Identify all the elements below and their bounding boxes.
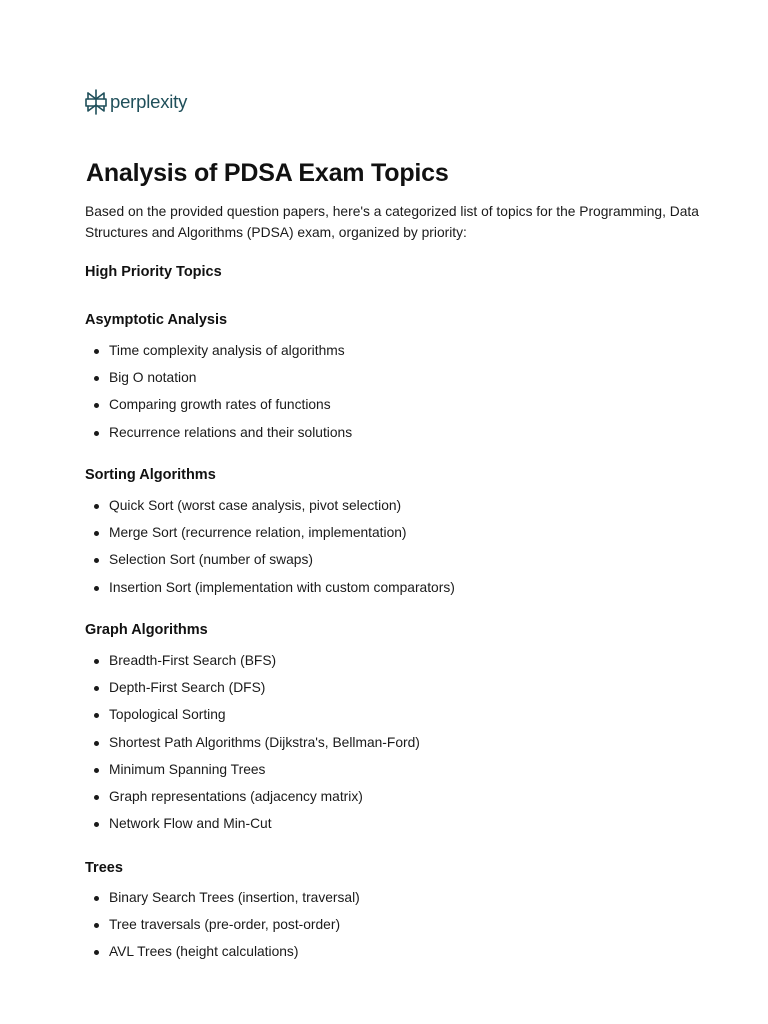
section-heading: Asymptotic Analysis <box>85 312 228 328</box>
list-item <box>85 787 420 814</box>
list-item <box>85 578 455 605</box>
list-item-text: Binary Search Trees (insertion, traversal) <box>109 890 360 905</box>
list-item-text: Quick Sort (worst case analysis, pivot selection) <box>109 498 402 513</box>
list-item <box>85 814 420 841</box>
list-item-text: AVL Trees (height calculations) <box>109 944 299 960</box>
page-title: Analysis of PDSA Exam Topics <box>86 159 449 187</box>
list-item-text: Insertion Sort (implementation with custom comparators) <box>109 579 455 595</box>
bullet-icon <box>94 586 99 591</box>
list-item <box>85 368 352 395</box>
bullet-icon <box>94 376 99 381</box>
perplexity-logo-icon <box>85 89 107 115</box>
list-item <box>85 523 455 550</box>
bullet-icon <box>94 768 99 773</box>
bullet-icon <box>94 659 99 664</box>
list-item-text: Shortest Path Algorithms (Dijkstra's, Bellman-Ford) <box>109 734 420 750</box>
list-item <box>85 888 360 915</box>
list-item-text: Topological Sorting <box>109 707 226 723</box>
list-item-text: Selection Sort (number of swaps) <box>109 552 313 568</box>
list-item-text: Network Flow and Min-Cut <box>109 816 272 832</box>
perplexity-logo <box>85 89 187 115</box>
bullet-icon <box>94 713 99 718</box>
list-item <box>85 942 360 969</box>
bullet-icon <box>94 923 99 928</box>
list-item-text: Big O notation <box>109 370 197 386</box>
bullet-icon <box>94 950 99 955</box>
section-heading: Trees <box>85 860 123 876</box>
bullet-icon <box>94 822 99 827</box>
topic-list <box>85 888 360 970</box>
list-item-text: Time complexity analysis of algorithms <box>109 343 345 358</box>
list-item-text: Tree traversals (pre-order, post-order) <box>109 917 341 933</box>
list-item-text: Minimum Spanning Trees <box>109 761 266 777</box>
list-item-text: Recurrence relations and their solutions <box>109 424 353 440</box>
bullet-icon <box>94 431 99 436</box>
bullet-icon <box>94 686 99 691</box>
list-item <box>85 496 455 523</box>
bullet-icon <box>94 531 99 536</box>
list-item <box>85 395 352 422</box>
section-heading: Graph Algorithms <box>85 622 208 638</box>
topic-list <box>85 341 352 450</box>
list-item <box>85 760 420 787</box>
bullet-icon <box>94 403 99 408</box>
bullet-icon <box>94 558 99 563</box>
intro-paragraph: Based on the provided question papers, here's a categorized list of topics for the Programming, Data Structures and Algorithms (PDSA) exam, organized by priority: <box>85 204 699 240</box>
topic-list <box>85 651 420 841</box>
section-heading: Sorting Algorithms <box>85 467 216 483</box>
list-item <box>85 651 420 678</box>
bullet-icon <box>94 741 99 746</box>
list-item <box>85 733 420 760</box>
bullet-icon <box>94 349 99 354</box>
list-item <box>85 705 420 732</box>
list-item-text: Breadth-First Search (BFS) <box>109 653 277 668</box>
list-item <box>85 915 360 942</box>
list-item <box>85 341 352 368</box>
bullet-icon <box>94 504 99 509</box>
bullet-icon <box>94 795 99 800</box>
list-item <box>85 678 420 705</box>
bullet-icon <box>94 896 99 901</box>
brand-name: perplexity <box>110 91 188 112</box>
list-item-text: Graph representations (adjacency matrix) <box>109 788 363 804</box>
list-item-text: Comparing growth rates of functions <box>109 397 331 413</box>
list-item-text: Merge Sort (recurrence relation, implementation) <box>109 525 407 541</box>
list-item-text: Depth-First Search (DFS) <box>109 680 266 696</box>
priority-heading: High Priority Topics <box>85 264 222 280</box>
list-item <box>85 550 455 577</box>
topic-list <box>85 496 455 605</box>
list-item <box>85 423 352 450</box>
